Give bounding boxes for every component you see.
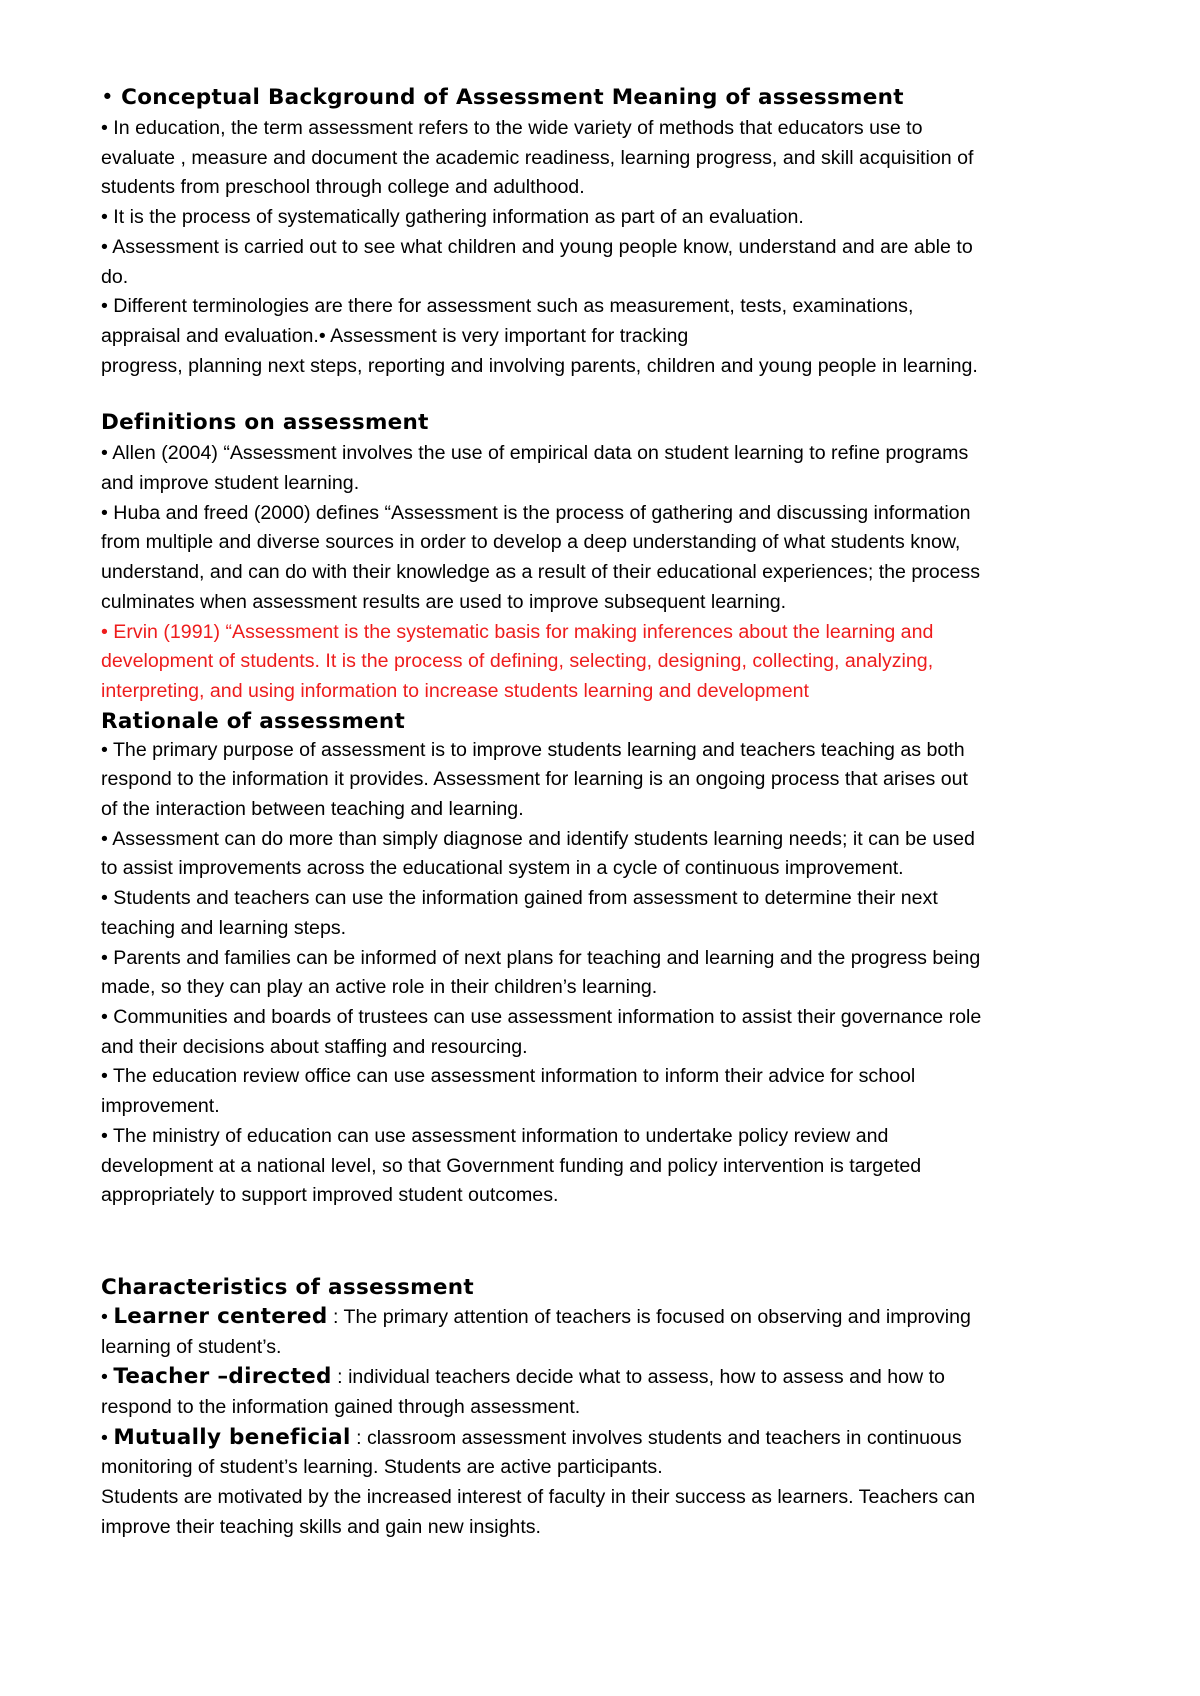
- text-line: respond to the information gained through assessment.: [101, 1396, 581, 1419]
- bullet: •: [101, 1366, 114, 1389]
- text-line: development at a national level, so that Government funding and policy intervention is targeted: [101, 1154, 922, 1177]
- text-line: from multiple and diverse sources in order to develop a deep understanding of what students know,: [101, 531, 961, 554]
- text-line: progress, planning next steps, reporting and involving parents, children and young people in learning.: [101, 354, 978, 377]
- text-line: appraisal and evaluation.• Assessment is very important for tracking: [101, 324, 689, 347]
- text-line: Students are motivated by the increased interest of faculty in their success as learners. Teachers can: [101, 1486, 976, 1509]
- characteristic-term: Mutually beneficial: [113, 1424, 351, 1450]
- characteristic-desc: : The primary attention of teachers is focused on observing and improving: [327, 1305, 971, 1328]
- text-line: learning of student’s.: [101, 1335, 282, 1358]
- characteristic-item: [101, 1302, 1121, 1333]
- text-line: improvement.: [101, 1095, 220, 1118]
- section-heading-definitions: Definitions on assessment: [101, 410, 429, 436]
- text-line: appropriately to support improved student outcomes.: [101, 1184, 559, 1207]
- text-line: • The education review office can use assessment information to inform their advice for school: [101, 1065, 916, 1088]
- characteristic-item: [101, 1362, 1121, 1393]
- section-heading-characteristics: Characteristics of assessment: [101, 1274, 474, 1300]
- text-line: made, so they can play an active role in their children’s learning.: [101, 976, 658, 999]
- characteristic-term: Learner centered: [113, 1303, 328, 1329]
- text-line: and their decisions about staffing and resourcing.: [101, 1035, 528, 1058]
- text-line: • Huba and freed (2000) defines “Assessment is the process of gathering and discussing information: [101, 501, 971, 524]
- characteristic-item: [101, 1423, 1121, 1454]
- text-line: and improve student learning.: [101, 472, 360, 495]
- heading-text: Conceptual Background of Assessment Meaning of assessment: [121, 85, 904, 110]
- text-line: • Students and teachers can use the information gained from assessment to determine their next: [101, 887, 938, 910]
- characteristic-desc: : individual teachers decide what to assess, how to assess and how to: [331, 1366, 945, 1389]
- bullet: •: [101, 1305, 114, 1328]
- text-line: • Parents and families can be informed of next plans for teaching and learning and the progress being: [101, 946, 981, 969]
- text-line: • Different terminologies are there for assessment such as measurement, tests, examinations,: [101, 295, 914, 318]
- highlighted-definition-line: interpreting, and using information to increase students learning and development: [101, 679, 809, 702]
- highlighted-definition-line: • Ervin (1991) “Assessment is the systematic basis for making inferences about the learning and: [101, 620, 934, 643]
- text-line: • In education, the term assessment refers to the wide variety of methods that educators use to: [101, 117, 923, 139]
- text-line: understand, and can do with their knowledge as a result of their educational experiences; the process: [101, 561, 980, 584]
- text-line: improve their teaching skills and gain new insights.: [101, 1515, 541, 1538]
- text-line: • Assessment is carried out to see what children and young people know, understand and are able to: [101, 235, 973, 258]
- bullet: •: [101, 85, 122, 110]
- characteristic-desc: : classroom assessment involves students and teachers in continuous: [350, 1426, 962, 1449]
- text-line: • It is the process of systematically gathering information as part of an evaluation.: [101, 206, 804, 229]
- text-line: teaching and learning steps.: [101, 916, 347, 939]
- text-line: • The primary purpose of assessment is to improve students learning and teachers teaching as both: [101, 738, 965, 761]
- text-line: respond to the information it provides. Assessment for learning is an ongoing process that arises out: [101, 768, 968, 791]
- text-line: of the interaction between teaching and learning.: [101, 798, 524, 821]
- text-line: • Communities and boards of trustees can use assessment information to assist their governance role: [101, 1005, 982, 1028]
- highlighted-definition-line: development of students. It is the process of defining, selecting, designing, collecting, analyzing,: [101, 650, 934, 673]
- text-line: students from preschool through college and adulthood.: [101, 176, 585, 199]
- text-line: evaluate , measure and document the academic readiness, learning progress, and skill acquisition of: [101, 146, 974, 169]
- characteristic-term: Teacher –directed: [113, 1364, 332, 1390]
- bullet: •: [101, 1426, 114, 1449]
- text-line: to assist improvements across the educational system in a cycle of continuous improvement.: [101, 857, 904, 880]
- text-line: culminates when assessment results are used to improve subsequent learning.: [101, 590, 787, 613]
- section-heading-conceptual-background: [101, 82, 1121, 114]
- text-line: do.: [101, 265, 129, 288]
- document-body: [101, 82, 1121, 1543]
- text-line: monitoring of student’s learning. Students are active participants.: [101, 1456, 663, 1479]
- spacer: [101, 1211, 1121, 1273]
- text-line: • The ministry of education can use assessment information to undertake policy review and: [101, 1124, 889, 1147]
- text-line: • Assessment can do more than simply diagnose and identify students learning needs; it can be used: [101, 827, 975, 850]
- section-heading-rationale: Rationale of assessment: [101, 708, 406, 734]
- text-line: • Allen (2004) “Assessment involves the use of empirical data on student learning to refine programs: [101, 442, 969, 465]
- spacer: [101, 381, 1121, 407]
